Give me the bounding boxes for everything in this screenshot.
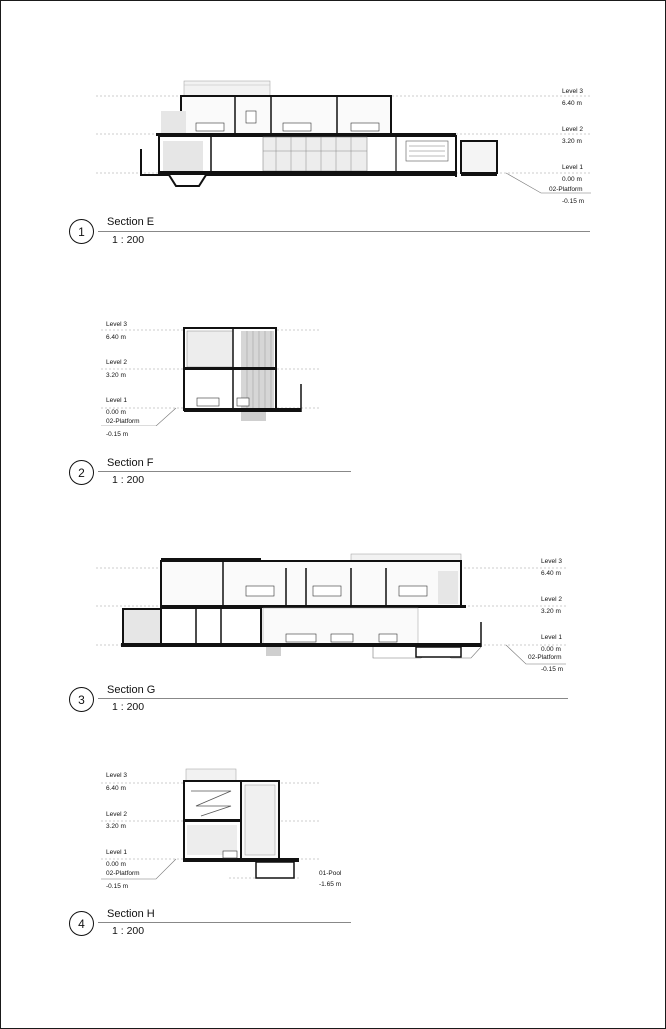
level-1-label: Level 1	[106, 849, 127, 856]
level-1-label: Level 1	[106, 397, 127, 404]
platform-value: -0.15 m	[106, 431, 129, 438]
platform-label: 02-Platform	[528, 654, 562, 661]
glazing	[263, 137, 367, 171]
level-1-value: 0.00 m	[562, 176, 582, 183]
section-title: Section E	[107, 216, 155, 228]
pool-value: -1.65 m	[319, 881, 342, 888]
level-2-label: Level 2	[541, 596, 562, 603]
title-underline	[98, 922, 351, 923]
section-f-drawing	[1, 316, 665, 426]
platform-label: 02-Platform	[106, 418, 140, 425]
level-2-label: Level 2	[106, 359, 127, 366]
level-3-value: 6.40 m	[562, 100, 582, 107]
section-scale: 1 : 200	[112, 925, 145, 937]
section-scale: 1 : 200	[112, 701, 145, 713]
section-title: Section H	[107, 908, 155, 920]
level-2-value: 3.20 m	[541, 608, 561, 615]
section-scale: 1 : 200	[112, 234, 145, 246]
level-3-label: Level 3	[541, 558, 562, 565]
section-title: Section G	[107, 684, 156, 696]
ground-slab	[184, 408, 301, 412]
pool	[256, 862, 294, 878]
section-number-bubble: 4	[69, 911, 94, 936]
section-g-drawing	[1, 546, 665, 671]
section-number-bubble: 2	[69, 460, 94, 485]
platform-value: -0.15 m	[562, 198, 585, 205]
level-3-label: Level 3	[106, 321, 127, 328]
platform-label: 02-Platform	[549, 186, 583, 193]
section-number-bubble: 1	[69, 219, 94, 244]
level-1-label: Level 1	[541, 634, 562, 641]
level-1-label: Level 1	[562, 164, 583, 171]
level-3-value: 6.40 m	[106, 785, 126, 792]
level-3-value: 6.40 m	[541, 570, 561, 577]
level-3-value: 6.40 m	[106, 334, 126, 341]
title-underline	[98, 471, 351, 472]
stair-void	[161, 111, 186, 134]
level-1-value: 0.00 m	[106, 861, 126, 868]
roof-pergola	[184, 81, 270, 96]
platform-label: 02-Platform	[106, 870, 140, 877]
level-2-value: 3.20 m	[106, 372, 126, 379]
level-3-label: Level 3	[562, 88, 583, 95]
level-2-label: Level 2	[562, 126, 583, 133]
title-underline	[98, 698, 568, 699]
pool-label: 01-Pool	[319, 870, 342, 877]
platform-value: -0.15 m	[106, 883, 129, 890]
section-number-bubble: 3	[69, 687, 94, 712]
level-1-value: 0.00 m	[106, 409, 126, 416]
level-1-value: 0.00 m	[541, 646, 561, 653]
upper-floor	[161, 561, 461, 606]
ground-floor	[161, 608, 261, 644]
level-2-label: Level 2	[106, 811, 127, 818]
annex	[461, 141, 497, 173]
section-h-drawing	[1, 761, 665, 886]
level-2-value: 3.20 m	[106, 823, 126, 830]
platform-value: -0.15 m	[541, 666, 564, 673]
level-2-value: 3.20 m	[562, 138, 582, 145]
title-underline	[98, 231, 590, 232]
section-scale: 1 : 200	[112, 474, 145, 486]
section-title: Section F	[107, 457, 154, 469]
level-3-label: Level 3	[106, 772, 127, 779]
